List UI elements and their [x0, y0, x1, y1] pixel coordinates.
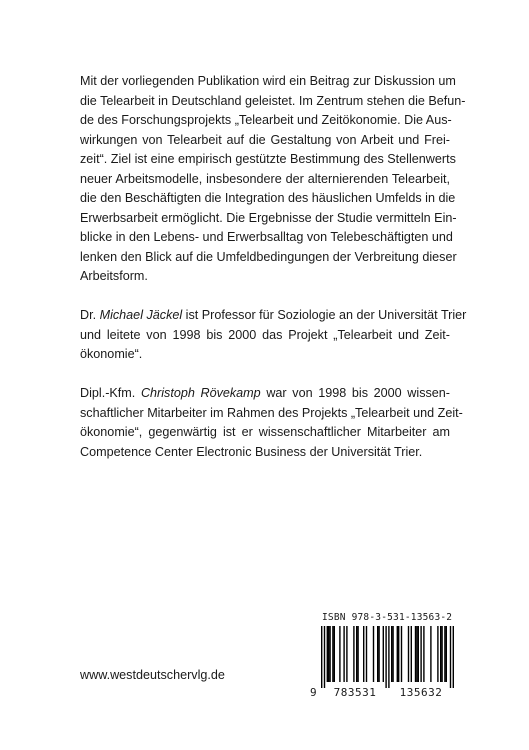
barcode-bar	[346, 626, 347, 682]
barcode-bar	[453, 626, 454, 688]
author-bio-jaeckel	[80, 306, 467, 365]
barcode-bar	[332, 626, 333, 682]
barcode-bar	[328, 626, 329, 682]
barcode-bar	[430, 626, 431, 682]
barcode-bar	[444, 626, 445, 682]
author-name: Michael Jäckel	[99, 308, 183, 322]
abstract-paragraph	[80, 72, 466, 287]
barcode-bar	[397, 626, 398, 682]
barcode-bar	[388, 626, 389, 688]
barcode-bar	[357, 626, 358, 682]
ean-first-digit: 9	[310, 686, 317, 699]
barcode-bar	[411, 626, 412, 682]
bio-line: ökonomie“.	[80, 347, 143, 361]
abstract-line: neuer Arbeitsmodelle, insbesondere der alternierenden Telearbeit,	[80, 171, 450, 186]
isbn-barcode	[310, 612, 460, 702]
barcode-bar	[334, 626, 335, 682]
barcode-bar	[366, 626, 367, 682]
bio-line: ökonomie“, gegenwärtig ist er wissenschaftlicher Mitarbeiter am	[80, 425, 450, 439]
barcode-bar	[391, 626, 392, 682]
barcode-bar	[353, 626, 354, 682]
barcode-bar	[398, 626, 399, 682]
barcode-bar	[363, 626, 364, 682]
barcode-bar	[418, 626, 419, 682]
barcode-bar	[356, 626, 357, 682]
barcode-bar	[441, 626, 442, 682]
author-bio-roevekamp	[80, 384, 463, 462]
barcode-bar	[450, 626, 451, 688]
barcode-bars	[310, 626, 460, 688]
abstract-line: zeit“. Ziel ist eine empirisch gestützte Bestimmung des Stellenwerts	[80, 152, 456, 166]
barcode-bar	[423, 626, 424, 682]
abstract-line: Erwerbsarbeit ermöglicht. Die Ergebnisse der Studie vermitteln Ein-	[80, 210, 457, 225]
barcode-bar	[321, 626, 322, 688]
bio-line	[80, 306, 467, 326]
bio-line: und leitete von 1998 bis 2000 das Projekt „Telearbeit und Zeit-	[80, 327, 450, 342]
barcode-bar	[392, 626, 393, 682]
barcode-bar	[446, 626, 447, 682]
bio-text: war von 1998 bis 2000 wissen-	[260, 386, 451, 400]
abstract-line: Mit der vorliegenden Publikation wird ein Beitrag zur Diskussion um	[80, 74, 456, 88]
author-name: Christoph Rövekamp	[140, 386, 261, 400]
barcode-bar	[383, 626, 384, 682]
barcode-bar	[437, 626, 438, 682]
isbn-label: ISBN 978-3-531-13563-2	[322, 612, 453, 623]
abstract-line: die den Beschäftigten die Integration des häuslichen Umfelds in die	[80, 191, 456, 205]
abstract-line: Arbeitsform.	[80, 269, 148, 283]
barcode-bar	[324, 626, 325, 688]
bio-prefix: Dr.	[80, 308, 100, 322]
barcode-bar	[339, 626, 340, 682]
barcode-bar	[408, 626, 409, 682]
barcode-bar	[420, 626, 421, 682]
barcode-bar	[378, 626, 379, 682]
barcode-bar	[327, 626, 328, 682]
bio-text: ist Professor für Soziologie an der Universität Trier	[182, 308, 467, 322]
ean-left-digits: 783531	[333, 686, 377, 699]
bio-line	[80, 384, 450, 404]
barcode-bar	[385, 626, 386, 688]
barcode-bar	[415, 626, 416, 682]
bio-line: Competence Center Electronic Business der Universität Trier.	[80, 444, 423, 459]
barcode-bar	[416, 626, 417, 682]
bio-line: schaftlicher Mitarbeiter im Rahmen des Projekts „Telearbeit und Zeit-	[80, 405, 463, 420]
barcode-bar	[373, 626, 374, 682]
abstract-line: die Telearbeit in Deutschland geleistet. Im Zentrum stehen die Befun-	[80, 93, 466, 108]
abstract-line: blicke in den Lebens- und Erwerbsalltag von Telebeschäftigten und	[80, 230, 453, 244]
ean-right-digits: 135632	[399, 686, 443, 699]
publisher-website: www.westdeutschervlg.de	[80, 668, 225, 682]
barcode-bar	[329, 626, 330, 682]
bio-prefix: Dipl.-Kfm.	[80, 386, 141, 400]
abstract-line: wirkungen von Telearbeit auf die Gestaltung von Arbeit und Frei-	[80, 132, 450, 147]
barcode-bar	[440, 626, 441, 682]
barcode-bar	[401, 626, 402, 682]
abstract-line: lenken den Blick auf die Umfeldbedingungen der Verbreitung dieser	[80, 249, 457, 264]
barcode-bar	[377, 626, 378, 682]
abstract-line: de des Forschungsprojekts „Telearbeit und Zeitökonomie. Die Aus-	[80, 113, 452, 127]
barcode-bar	[343, 626, 344, 682]
